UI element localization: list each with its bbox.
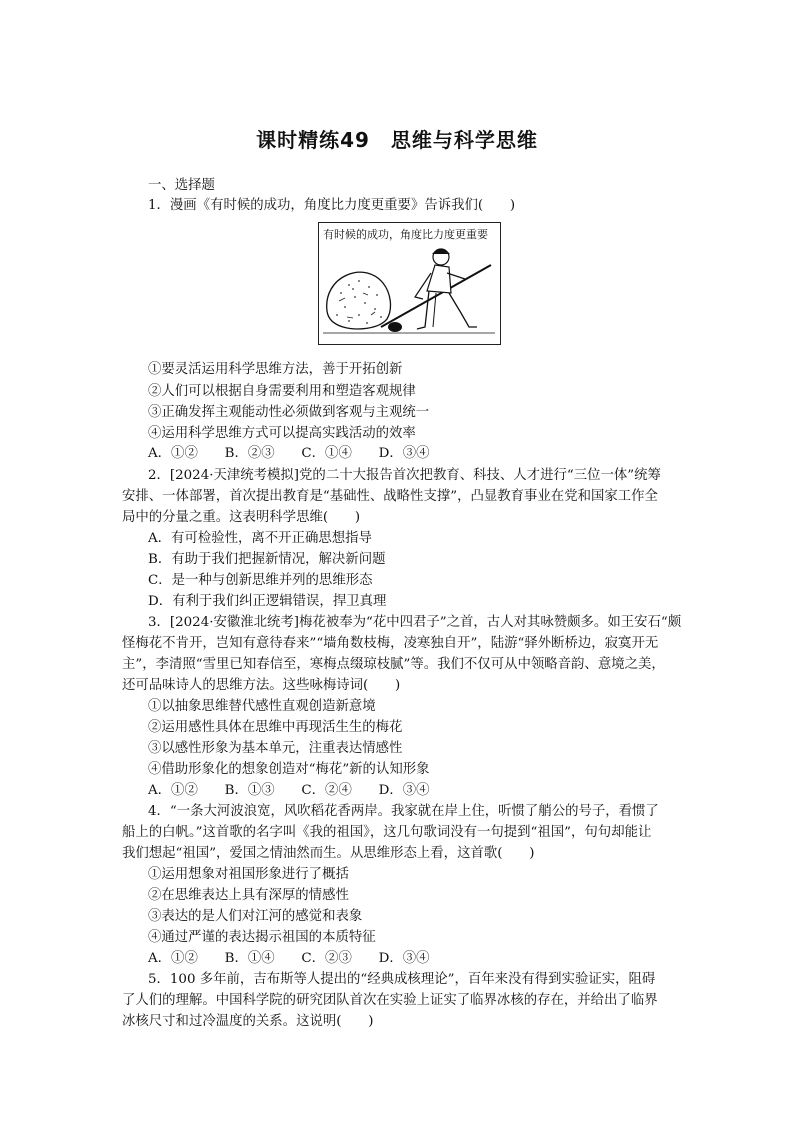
q1-item-3: ③正确发挥主观能动性必须做到客观与主观统一	[148, 405, 430, 420]
q1-item-1: ①要灵活运用科学思维方法，善于开拓创新	[148, 362, 403, 377]
q1-item-4: ④运用科学思维方式可以提高实践活动的效率	[148, 426, 416, 441]
q2-choice-d: D．有利于我们纠正逻辑错误，捍卫真理	[148, 594, 387, 609]
q3-item-2: ②运用感性具体在思维中再现活生生的梅花	[148, 720, 403, 735]
q4-stem-line-2: 船上的白帆。”这首歌的名字叫《我的祖国》，这几句歌词没有一句提到“祖国”，句句却能让	[122, 825, 652, 840]
q2-stem-line-2: 安排、一体部署，首次提出教育是“基础性、战略性支撑”，凸显教育事业在党和国家工作全	[122, 489, 658, 504]
q2-choice-b: B．有助于我们把握新情况，解决新问题	[148, 552, 386, 567]
q4-item-3: ③表达的是人们对江河的感觉和表象	[148, 909, 363, 924]
q1-options: A．①② B．②③ C．①④ D．③④	[148, 446, 430, 461]
q5-stem-line-2: 了人们的理解。中国科学院的研究团队首次在实验上证实了临界冰核的存在，并给出了临界	[122, 993, 658, 1008]
q4-options: A．①② B．①④ C．②③ D．③④	[148, 951, 430, 966]
page-title: 课时精练49 思维与科学思维	[256, 128, 538, 152]
cartoon-figure	[318, 222, 501, 345]
q4-stem-line-1: 4．“一条大河波浪宽，风吹稻花香两岸。我家就在岸上住，听惯了艄公的号子，看惯了	[148, 804, 659, 819]
q3-stem-line-3: 主”，李清照“雪里已知春信至，寒梅点缀琼枝腻”等。我们不仅可从中领略音韵、意境之美，	[122, 657, 665, 672]
q3-stem-line-1: 3．[2024·安徽淮北统考]梅花被奉为“花中四君子”之首，古人对其咏赞颇多。如王安石“颇	[148, 615, 682, 630]
q2-choice-c: C．是一种与创新思维并列的思维形态	[148, 573, 373, 588]
q2-stem-line-3: 局中的分量之重。这表明科学思维( )	[122, 510, 361, 525]
q4-stem-line-3: 我们想起“祖国”，爱国之情油然而生。从思维形态上看，这首歌( )	[122, 846, 535, 861]
q3-stem-line-4: 还可品味诗人的思维方法。这些咏梅诗词( )	[122, 678, 401, 693]
q1-item-2: ②人们可以根据自身需要利用和塑造客观规律	[148, 384, 416, 399]
q3-item-3: ③以感性形象为基本单元，注重表达情感性	[148, 741, 403, 756]
q4-item-4: ④通过严谨的表达揭示祖国的本质特征	[148, 930, 376, 945]
cartoon-caption: 有时候的成功，角度比力度更重要	[323, 228, 488, 241]
q5-stem-line-3: 冰核尺寸和过冷温度的关系。这说明( )	[122, 1014, 374, 1029]
q5-stem-line-1: 5．100 多年前，吉布斯等人提出的“经典成核理论”，百年来没有得到实验证实，阻碍	[148, 972, 656, 987]
section-heading: 一、选择题	[148, 178, 215, 193]
cartoon-drawing-icon	[319, 223, 500, 344]
q1-stem: 1．漫画《有时候的成功，角度比力度更重要》告诉我们( )	[148, 198, 516, 213]
q2-stem-line-1: 2．[2024·天津统考模拟]党的二十大报告首次把教育、科技、人才进行“三位一体”统筹	[148, 468, 661, 483]
q4-item-1: ①运用想象对祖国形象进行了概括	[148, 867, 349, 882]
q4-item-2: ②在思维表达上具有深厚的情感性	[148, 888, 349, 903]
q3-options: A．①② B．①③ C．②④ D．③④	[148, 783, 430, 798]
q2-choice-a: A．有可检验性，离不开正确思想指导	[148, 531, 372, 546]
q3-item-4: ④借助形象化的想象创造对“梅花”新的认知形象	[148, 762, 430, 777]
q3-item-1: ①以抽象思维替代感性直观创造新意境	[148, 699, 376, 714]
q3-stem-line-2: 怪梅花不肯开，岂知有意待春来”“墙角数枝梅，凌寒独自开”，陆游“驿外断桥边，寂寞开无	[122, 636, 659, 651]
